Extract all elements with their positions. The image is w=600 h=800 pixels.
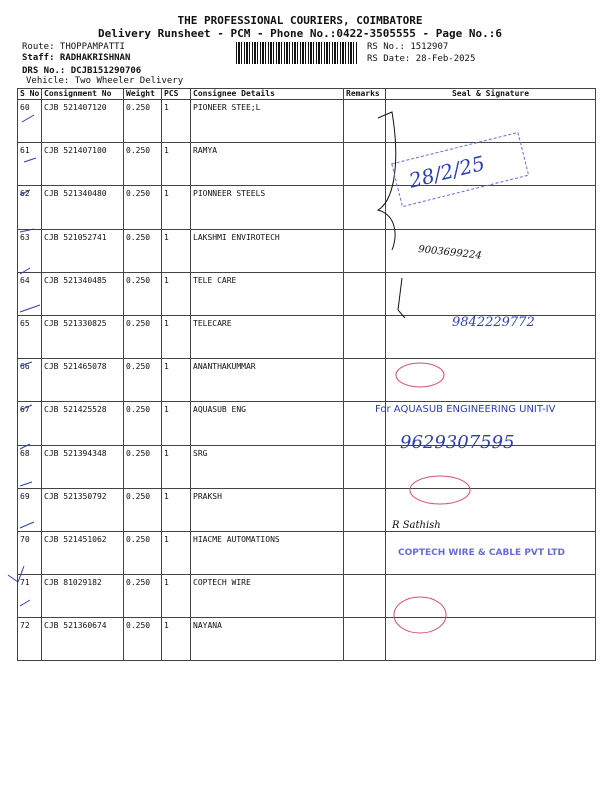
cell-remarks [344, 402, 386, 445]
cell-seal [386, 229, 596, 272]
cell-remarks [344, 445, 386, 488]
cell-weight: 0.250 [124, 575, 162, 618]
cell-pcs: 1 [162, 531, 191, 574]
table-row [18, 531, 596, 574]
table-row [18, 143, 596, 186]
cell-pcs: 1 [162, 445, 191, 488]
table-row [18, 445, 596, 488]
cell-seal [386, 618, 596, 661]
signature-70: R Sathish [392, 520, 441, 531]
cell-weight: 0.250 [124, 531, 162, 574]
cell-weight: 0.250 [124, 315, 162, 358]
cell-consignment: CJB 521407100 [42, 143, 124, 186]
cell-sno: 64 [18, 272, 42, 315]
cell-remarks [344, 272, 386, 315]
cell-remarks [344, 575, 386, 618]
cell-consignee: COPTECH WIRE [191, 575, 344, 618]
cell-sno: 60 [18, 100, 42, 143]
aquasub-stamp: For AQUASUB ENGINEERING UNIT-IV [375, 404, 556, 415]
cell-consignment: CJB 521052741 [42, 229, 124, 272]
cell-seal [386, 488, 596, 531]
cell-weight: 0.250 [124, 488, 162, 531]
cell-consignment: CJB 521340485 [42, 272, 124, 315]
cell-weight: 0.250 [124, 100, 162, 143]
cell-pcs: 1 [162, 488, 191, 531]
cell-weight: 0.250 [124, 186, 162, 229]
table-row [18, 272, 596, 315]
cell-weight: 0.250 [124, 445, 162, 488]
cell-consignee: AQUASUB ENG [191, 402, 344, 445]
cell-sno: 63 [18, 229, 42, 272]
phone-68: 9629307595 [400, 432, 515, 453]
cell-consignment: CJB 521360674 [42, 618, 124, 661]
phone-65: 9842229772 [452, 315, 535, 330]
table-row [18, 229, 596, 272]
rs-number: RS No.: 1512907 [367, 42, 449, 52]
cell-consignment: CJB 521350792 [42, 488, 124, 531]
cell-sno: 67 [18, 402, 42, 445]
coptech-stamp: COPTECH WIRE & CABLE PVT LTD [398, 548, 566, 558]
route-label: Route: THOPPAMPATTI [22, 42, 125, 52]
cell-seal [386, 100, 596, 143]
table-row [18, 359, 596, 402]
runsheet-subtitle: Delivery Runsheet - PCM - Phone No.:0422-3505555 - Page No.:6 [98, 27, 502, 40]
cell-consignee: NAYANA [191, 618, 344, 661]
cell-seal [386, 315, 596, 358]
cell-consignment: CJB 521407120 [42, 100, 124, 143]
cell-consignment: CJB 81029182 [42, 575, 124, 618]
cell-weight: 0.250 [124, 359, 162, 402]
cell-consignment: CJB 521451062 [42, 531, 124, 574]
cell-sno: 61 [18, 143, 42, 186]
cell-seal [386, 575, 596, 618]
cell-weight: 0.250 [124, 402, 162, 445]
col-seal: Seal & Signature [386, 89, 596, 100]
cell-weight: 0.250 [124, 272, 162, 315]
col-pcs: PCS [162, 89, 191, 100]
vehicle-label: Vehicle: Two Wheeler Delivery [26, 76, 184, 86]
cell-consignee: TELECARE [191, 315, 344, 358]
cell-pcs: 1 [162, 315, 191, 358]
cell-consignee: SRG [191, 445, 344, 488]
col-consignee: Consignee Details [191, 89, 344, 100]
runsheet-table [17, 88, 596, 661]
col-remarks: Remarks [344, 89, 386, 100]
cell-consignee: LAKSHMI ENVIROTECH [191, 229, 344, 272]
col-consignment: Consignment No [42, 89, 124, 100]
cell-consignee: TELE CARE [191, 272, 344, 315]
cell-sno: 66 [18, 359, 42, 402]
rs-date: RS Date: 28-Feb-2025 [367, 54, 476, 64]
cell-seal [386, 359, 596, 402]
staff-label: Staff: RADHAKRISHNAN [22, 53, 131, 63]
table-body [18, 100, 596, 661]
cell-consignee: ANANTHAKUMMAR [191, 359, 344, 402]
cell-seal [386, 143, 596, 186]
cell-consignment: CJB 521394348 [42, 445, 124, 488]
cell-sno: 70 [18, 531, 42, 574]
cell-sno: 65 [18, 315, 42, 358]
cell-sno: 72 [18, 618, 42, 661]
cell-pcs: 1 [162, 229, 191, 272]
table-row [18, 402, 596, 445]
cell-pcs: 1 [162, 186, 191, 229]
table-row [18, 100, 596, 143]
cell-sno: 62 [18, 186, 42, 229]
svg-text:28/2/25: 28/2/25 [406, 150, 488, 193]
cell-remarks [344, 488, 386, 531]
cell-seal [386, 402, 596, 445]
cell-remarks [344, 618, 386, 661]
cell-seal [386, 445, 596, 488]
cell-weight: 0.250 [124, 143, 162, 186]
cell-pcs: 1 [162, 143, 191, 186]
table-row [18, 315, 596, 358]
cell-pcs: 1 [162, 359, 191, 402]
cell-remarks [344, 359, 386, 402]
cell-consignment: CJB 521465078 [42, 359, 124, 402]
cell-remarks [344, 315, 386, 358]
company-title: THE PROFESSIONAL COURIERS, COIMBATORE [177, 14, 423, 27]
cell-sno: 69 [18, 488, 42, 531]
cell-weight: 0.250 [124, 618, 162, 661]
drs-label: DRS No.: DCJB151290706 [22, 66, 142, 76]
table-row [18, 488, 596, 531]
cell-pcs: 1 [162, 272, 191, 315]
cell-seal [386, 531, 596, 574]
cell-consignment: CJB 521340480 [42, 186, 124, 229]
phone-63: 9003699224 [417, 244, 483, 262]
cell-remarks [344, 229, 386, 272]
cell-remarks [344, 100, 386, 143]
cell-pcs: 1 [162, 402, 191, 445]
cell-pcs: 1 [162, 575, 191, 618]
col-weight: Weight [124, 89, 162, 100]
cell-sno: 71 [18, 575, 42, 618]
cell-weight: 0.250 [124, 229, 162, 272]
cell-sno: 68 [18, 445, 42, 488]
cell-consignee: PRAKSH [191, 488, 344, 531]
cell-remarks [344, 143, 386, 186]
cell-seal [386, 186, 596, 229]
cell-consignee: PIONNEER STEELS [191, 186, 344, 229]
cell-consignee: PIONEER STEE;L [191, 100, 344, 143]
cell-remarks [344, 531, 386, 574]
cell-remarks [344, 186, 386, 229]
cell-pcs: 1 [162, 100, 191, 143]
cell-consignment: CJB 521425528 [42, 402, 124, 445]
table-row [18, 618, 596, 661]
cell-seal [386, 272, 596, 315]
table-row [18, 186, 596, 229]
table-row [18, 575, 596, 618]
barcode [236, 42, 358, 64]
cell-pcs: 1 [162, 618, 191, 661]
table-header-row [18, 89, 596, 100]
cell-consignment: CJB 521330825 [42, 315, 124, 358]
col-sno: S No [18, 89, 42, 100]
cell-consignee: RAMYA [191, 143, 344, 186]
cell-consignee: HIACME AUTOMATIONS [191, 531, 344, 574]
